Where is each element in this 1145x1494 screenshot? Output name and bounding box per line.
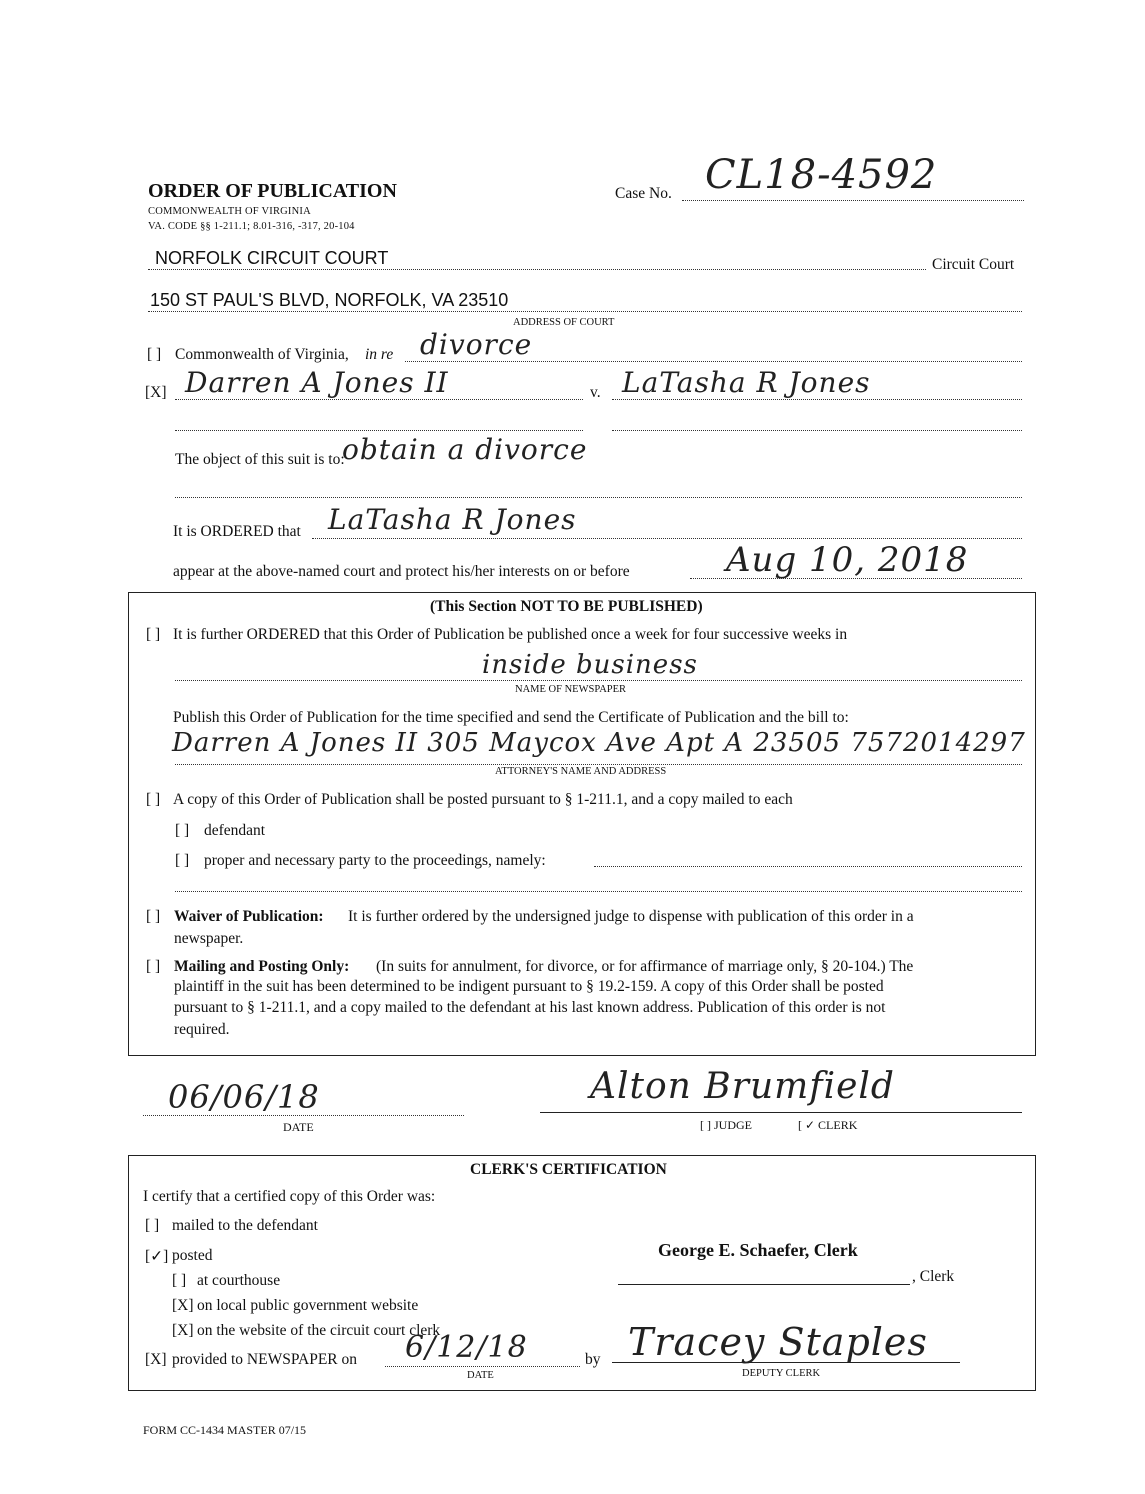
mailing-checkbox[interactable]: [ ]: [146, 958, 161, 975]
order-date-line: [143, 1115, 464, 1116]
mailing-text-3: pursuant to § 1-211.1, and a copy mailed to the defendant at his last known address. Publication of this order is not: [174, 999, 886, 1016]
attorney-caption: ATTORNEY'S NAME AND ADDRESS: [495, 766, 667, 777]
courthouse-checkbox[interactable]: [ ]: [172, 1272, 187, 1289]
ordered-line: [312, 538, 1022, 539]
court-name-line: [148, 269, 926, 270]
order-date-value[interactable]: 06/06/18: [168, 1078, 320, 1116]
party-line-2: [175, 891, 1022, 892]
mailing-text-2: plaintiff in the suit has been determined to be indigent pursuant to § 19.2-159. A copy of this Order shall be posted: [174, 978, 884, 995]
attorney-value[interactable]: Darren A Jones II 305 Maycox Ave Apt A 23505 7572014297: [172, 728, 1026, 758]
deputy-signature[interactable]: Tracey Staples: [628, 1320, 928, 1364]
clerk-checkbox[interactable]: [ ✓ CLERK: [798, 1118, 858, 1132]
appear-date[interactable]: Aug 10, 2018: [726, 540, 969, 580]
object-line: [175, 497, 1022, 498]
court-address-line: [148, 311, 1022, 312]
posted-checkbox[interactable]: [✓]: [145, 1248, 169, 1265]
deputy-caption: DEPUTY CLERK: [742, 1368, 821, 1379]
provided-date-caption: DATE: [467, 1370, 494, 1381]
clerk-suffix: , Clerk: [912, 1268, 955, 1285]
mailing-text-1: (In suits for annulment, for divorce, or for affirmance of marriage only, § 20-104.) The: [376, 958, 914, 975]
further-ordered-checkbox[interactable]: [ ]: [146, 626, 161, 643]
newspaper-caption: NAME OF NEWSPAPER: [515, 684, 627, 695]
object-value[interactable]: obtain a divorce: [342, 433, 588, 466]
provided-date[interactable]: 6/12/18: [405, 1330, 528, 1365]
posted-label: posted: [172, 1247, 213, 1264]
provided-date-line: [385, 1366, 580, 1367]
website-label: on local public government website: [197, 1297, 419, 1314]
mailed-checkbox[interactable]: [ ]: [145, 1217, 160, 1234]
party-checkbox[interactable]: [ ]: [175, 852, 190, 869]
waiver-text-1: It is further ordered by the undersigned judge to dispense with publication of this order in a: [348, 908, 914, 925]
commonwealth-label: Commonwealth of Virginia,: [175, 346, 349, 363]
defendant-label: defendant: [204, 822, 266, 839]
newspaper-provided-checkbox[interactable]: [X]: [145, 1351, 167, 1368]
form-title: ORDER OF PUBLICATION: [148, 180, 397, 202]
waiver-text-2: newspaper.: [174, 930, 244, 947]
judge-checkbox[interactable]: [ ] JUDGE: [700, 1118, 752, 1132]
plaintiff-line-2: [175, 430, 583, 431]
clerk-website-checkbox[interactable]: [X]: [172, 1322, 194, 1339]
newspaper-name[interactable]: inside business: [482, 650, 698, 680]
defendant-line: [612, 399, 1022, 400]
attorney-line: [175, 764, 1022, 765]
courthouse-label: at courthouse: [197, 1272, 281, 1289]
ordered-party[interactable]: LaTasha R Jones: [328, 503, 577, 536]
website-checkbox[interactable]: [X]: [172, 1297, 194, 1314]
court-name[interactable]: NORFOLK CIRCUIT COURT: [155, 248, 389, 268]
newspaper-provided-label: provided to NEWSPAPER on: [172, 1351, 358, 1368]
form-id: FORM CC-1434 MASTER 07/15: [143, 1423, 307, 1437]
in-re-line: [405, 361, 1022, 362]
judge-signature-line: [540, 1112, 1022, 1113]
judge-signature[interactable]: Alton Brumfield: [590, 1066, 895, 1107]
copy-posted-text: A copy of this Order of Publication shall be posted pursuant to § 1-211.1, and a copy mailed to each: [173, 791, 793, 808]
clerk-name-line: [618, 1284, 910, 1285]
case-number-label: Case No.: [615, 185, 672, 202]
court-address[interactable]: 150 ST PAUL'S BLVD, NORFOLK, VA 23510: [150, 290, 509, 310]
defendant-checkbox[interactable]: [ ]: [175, 822, 190, 839]
deputy-signature-line: [612, 1362, 960, 1363]
plaintiff-name[interactable]: Darren A Jones II: [185, 366, 449, 399]
form-subtitle-commonwealth: COMMONWEALTH OF VIRGINIA: [148, 206, 311, 217]
publish-text: Publish this Order of Publication for the time specified and send the Certificate of Publication and the bill to:: [173, 709, 849, 726]
mailing-bold: Mailing and Posting Only:: [174, 958, 350, 975]
court-address-caption: ADDRESS OF COURT: [513, 317, 615, 328]
copy-posted-checkbox[interactable]: [ ]: [146, 791, 161, 808]
appear-text: appear at the above-named court and protect his/her interests on or before: [173, 563, 630, 580]
party-line: [594, 866, 1022, 867]
party-label: proper and necessary party to the proceedings, namely:: [204, 852, 546, 869]
order-date-caption: DATE: [283, 1120, 314, 1134]
mailed-label: mailed to the defendant: [172, 1217, 318, 1234]
newspaper-line: [175, 680, 1022, 681]
circuit-court-suffix: Circuit Court: [932, 256, 1015, 273]
ordered-label: It is ORDERED that: [173, 523, 301, 540]
not-published-heading: (This Section NOT TO BE PUBLISHED): [430, 598, 703, 615]
commonwealth-checkbox[interactable]: [ ]: [147, 346, 162, 363]
clerk-cert-heading: CLERK'S CERTIFICATION: [470, 1161, 667, 1178]
versus-label: v.: [590, 384, 601, 401]
form-subtitle-code: VA. CODE §§ 1-211.1; 8.01-316, -317, 20-104: [148, 221, 355, 232]
in-re-value[interactable]: divorce: [420, 328, 533, 361]
case-number-value[interactable]: CL18-4592: [705, 152, 938, 198]
clerk-website-label: on the website of the circuit court clerk: [197, 1322, 441, 1339]
certify-text: I certify that a certified copy of this Order was:: [143, 1188, 436, 1205]
in-re-label: in re: [365, 346, 394, 363]
clerk-name: George E. Schaefer, Clerk: [658, 1240, 858, 1260]
waiver-checkbox[interactable]: [ ]: [146, 908, 161, 925]
mailing-text-4: required.: [174, 1021, 230, 1038]
by-label: by: [585, 1351, 601, 1368]
object-label: The object of this suit is to:: [175, 451, 345, 468]
defendant-line-2: [612, 430, 1022, 431]
defendant-name[interactable]: LaTasha R Jones: [622, 366, 871, 399]
further-ordered-text: It is further ORDERED that this Order of Publication be published once a week for four successive weeks in: [173, 626, 848, 643]
versus-checkbox[interactable]: [X]: [145, 384, 167, 401]
plaintiff-line: [175, 399, 583, 400]
case-number-line: [682, 200, 1024, 201]
waiver-bold: Waiver of Publication:: [174, 908, 324, 925]
